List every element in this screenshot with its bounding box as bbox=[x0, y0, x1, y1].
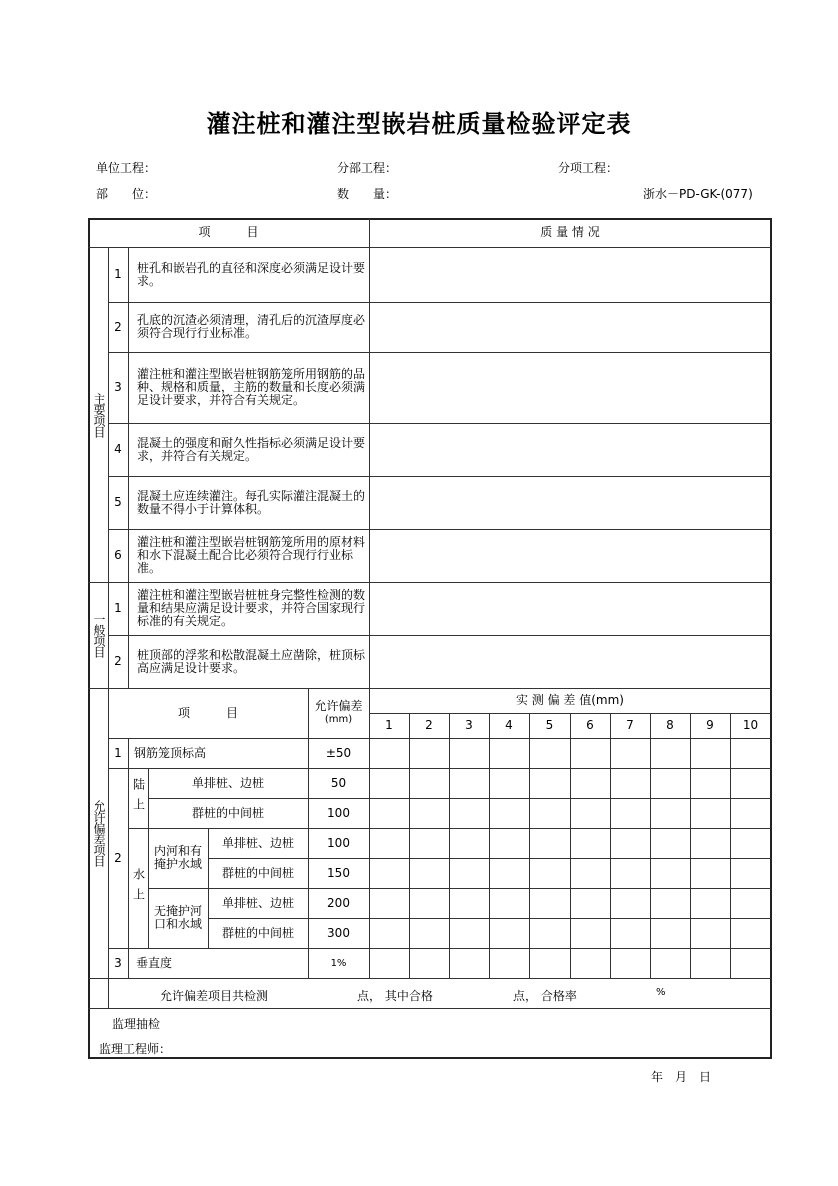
measured-value-cell[interactable] bbox=[610, 888, 650, 918]
general-item-2-text: 桩顶部的浮浆和松散混凝土应凿除，桩顶标高应满足设计要求。 bbox=[137, 647, 366, 675]
measured-value-cell[interactable] bbox=[449, 768, 489, 798]
header-quality: 质 量 情 况 bbox=[540, 225, 600, 239]
measured-value-cell[interactable] bbox=[650, 858, 690, 888]
main-item-3-no: 3 bbox=[114, 380, 122, 394]
measured-value-cell[interactable] bbox=[610, 948, 650, 978]
measured-column-8-header: 8 bbox=[666, 718, 674, 732]
measured-value-cell[interactable] bbox=[529, 948, 570, 978]
measured-value-cell[interactable] bbox=[369, 888, 409, 918]
measured-value-cell[interactable] bbox=[449, 858, 489, 888]
measured-value-cell[interactable] bbox=[489, 798, 529, 828]
measured-deviation-header: 实 测 偏 差 值(mm) bbox=[515, 693, 624, 707]
main-item-1-no: 1 bbox=[114, 267, 122, 281]
measured-column-4-header: 4 bbox=[505, 718, 513, 732]
measured-column-10-header: 10 bbox=[742, 718, 759, 732]
tolerance-row-1-label: 钢筋笼顶标高 bbox=[134, 745, 207, 760]
measured-value-cell[interactable] bbox=[369, 858, 409, 888]
main-item-6-quality[interactable] bbox=[369, 529, 771, 582]
land-label: 陆上 bbox=[131, 778, 146, 818]
allowed-deviation-label: 允许偏差 bbox=[314, 699, 363, 713]
measured-column-9-header: 9 bbox=[706, 718, 714, 732]
measured-value-cell[interactable] bbox=[690, 828, 730, 858]
measured-value-cell[interactable] bbox=[690, 888, 730, 918]
supervision-engineer-label: 监理工程师： bbox=[99, 1042, 172, 1056]
subitem-project-label: 分项工程： bbox=[558, 161, 619, 175]
measured-value-cell[interactable] bbox=[570, 738, 610, 768]
measured-value-cell[interactable] bbox=[730, 768, 771, 798]
measured-value-cell[interactable] bbox=[730, 858, 771, 888]
measured-value-cell[interactable] bbox=[409, 768, 449, 798]
measured-value-cell[interactable] bbox=[570, 948, 610, 978]
general-items-group-label: 一般项目 bbox=[92, 613, 106, 657]
measured-value-cell[interactable] bbox=[449, 948, 489, 978]
measured-value-cell[interactable] bbox=[610, 798, 650, 828]
measured-value-cell[interactable] bbox=[730, 798, 771, 828]
tolerance-row-3-label: 垂直度 bbox=[136, 955, 173, 970]
main-item-3-text: 灌注桩和灌注型嵌岩桩钢筋笼所用钢筋的品种、规格和质量，主筋的数量和长度必须满足设计要求，并符合有关规定。 bbox=[137, 367, 366, 407]
main-item-6-no: 6 bbox=[114, 548, 122, 562]
form-code: 浙水－PD-GK-(077) bbox=[643, 187, 753, 201]
tolerance-row-3-value: 1% bbox=[330, 957, 347, 969]
quantity-label: 数 量： bbox=[337, 187, 398, 201]
measured-value-cell[interactable] bbox=[610, 918, 650, 948]
measured-value-cell[interactable] bbox=[690, 918, 730, 948]
measured-value-cell[interactable] bbox=[650, 768, 690, 798]
measured-column-1-header: 1 bbox=[385, 718, 393, 732]
tolerance-row-3-no: 3 bbox=[114, 955, 122, 970]
measured-value-cell[interactable] bbox=[730, 918, 771, 948]
measured-value-cell[interactable] bbox=[690, 948, 730, 978]
measured-value-cell[interactable] bbox=[529, 918, 570, 948]
measured-value-cell[interactable] bbox=[529, 798, 570, 828]
measured-value-cell[interactable] bbox=[489, 828, 529, 858]
allowed-deviation-header bbox=[308, 688, 369, 738]
measured-value-cell[interactable] bbox=[570, 768, 610, 798]
open-group-value: 300 bbox=[327, 925, 350, 940]
land-single-label: 单排桩、边桩 bbox=[191, 775, 264, 790]
measured-value-cell[interactable] bbox=[570, 918, 610, 948]
main-item-2-text: 孔底的沉渣必须清理，清孔后的沉渣厚度必须符合现行行业标准。 bbox=[137, 313, 366, 340]
tolerance-row-1-value: ±50 bbox=[325, 745, 352, 760]
tolerance-group-label: 允许偏差项目 bbox=[92, 800, 106, 866]
measured-value-cell[interactable] bbox=[449, 738, 489, 768]
measured-value-cell[interactable] bbox=[610, 828, 650, 858]
measured-value-cell[interactable] bbox=[489, 948, 529, 978]
main-items-group-label: 主要项目 bbox=[92, 392, 106, 437]
measured-value-cell[interactable] bbox=[650, 918, 690, 948]
measured-value-cell[interactable] bbox=[449, 918, 489, 948]
measured-value-cell[interactable] bbox=[730, 888, 771, 918]
summary-rate-label: 点， 合格率 bbox=[513, 989, 577, 1003]
page-title: 灌注桩和灌注型嵌岩桩质量检验评定表 bbox=[206, 110, 632, 138]
location-label: 部 位： bbox=[96, 187, 157, 201]
measured-value-cell[interactable] bbox=[449, 798, 489, 828]
inland-single-label: 单排桩、边桩 bbox=[221, 835, 294, 850]
measured-value-cell[interactable] bbox=[369, 798, 409, 828]
measured-column-3-header: 3 bbox=[465, 718, 473, 732]
measured-column-2-header: 2 bbox=[425, 718, 433, 732]
main-item-3-quality[interactable] bbox=[369, 352, 771, 423]
measured-value-cell[interactable] bbox=[489, 768, 529, 798]
measured-column-7-header: 7 bbox=[626, 718, 634, 732]
land-group-value: 100 bbox=[327, 805, 350, 820]
inland-group-label: 群桩的中间桩 bbox=[221, 865, 294, 880]
open-single-label: 单排桩、边桩 bbox=[221, 895, 294, 910]
main-item-5-no: 5 bbox=[114, 495, 122, 509]
measured-value-cell[interactable] bbox=[529, 828, 570, 858]
main-item-1-text: 桩孔和嵌岩孔的直径和深度必须满足设计要求。 bbox=[137, 260, 366, 288]
main-item-5-quality[interactable] bbox=[369, 476, 771, 529]
open-waters-label: 无掩护河口和水域 bbox=[153, 904, 202, 931]
measured-value-cell[interactable] bbox=[489, 888, 529, 918]
land-single-value: 50 bbox=[330, 775, 347, 790]
measured-value-cell[interactable] bbox=[489, 738, 529, 768]
general-item-1-no: 1 bbox=[114, 601, 122, 615]
general-item-1-text: 灌注桩和灌注型嵌岩桩桩身完整性检测的数量和结果应满足设计要求，并符合国家现行标准的有关规定。 bbox=[137, 588, 366, 628]
measured-column-5-header: 5 bbox=[545, 718, 554, 732]
summary-total-label: 允许偏差项目共检测 bbox=[160, 989, 269, 1003]
general-item-1-quality[interactable] bbox=[369, 582, 771, 635]
measured-value-cell[interactable] bbox=[650, 948, 690, 978]
general-item-2-quality[interactable] bbox=[369, 635, 771, 688]
measured-value-cell[interactable] bbox=[570, 888, 610, 918]
open-single-value: 200 bbox=[327, 895, 350, 910]
measured-value-cell[interactable] bbox=[449, 828, 489, 858]
measured-value-cell[interactable] bbox=[369, 828, 409, 858]
main-item-4-no: 4 bbox=[114, 442, 122, 456]
inland-group-value: 150 bbox=[327, 865, 350, 880]
measured-value-cell[interactable] bbox=[409, 918, 449, 948]
division-project-label: 分部工程： bbox=[337, 161, 398, 175]
measured-value-cell[interactable] bbox=[529, 888, 570, 918]
measured-value-cell[interactable] bbox=[690, 738, 730, 768]
measured-value-cell[interactable] bbox=[489, 918, 529, 948]
measured-value-cell[interactable] bbox=[570, 798, 610, 828]
summary-percent-sign: % bbox=[656, 987, 666, 998]
summary-pass-label: 点， 其中合格 bbox=[357, 989, 433, 1003]
measured-value-cell[interactable] bbox=[690, 768, 730, 798]
general-item-2-no: 2 bbox=[114, 654, 122, 668]
main-item-2-no: 2 bbox=[114, 319, 122, 334]
measured-value-cell[interactable] bbox=[610, 858, 650, 888]
tolerance-item-header: 项 目 bbox=[177, 705, 238, 720]
unit-project-label: 单位工程： bbox=[96, 161, 157, 175]
main-item-4-quality[interactable] bbox=[369, 423, 771, 476]
measured-value-cell[interactable] bbox=[730, 948, 771, 978]
main-item-5-text: 混凝土应连续灌注。每孔实际灌注混凝土的数量不得小于计算体积。 bbox=[137, 488, 366, 516]
measured-value-cell[interactable] bbox=[369, 918, 409, 948]
measured-value-cell[interactable] bbox=[610, 768, 650, 798]
measured-value-cell[interactable] bbox=[730, 828, 771, 858]
measured-column-6-header: 6 bbox=[586, 718, 594, 732]
main-item-6-text: 灌注桩和灌注型嵌岩桩钢筋笼所用的原材料和水下混凝土配合比必须符合现行行业标准。 bbox=[137, 535, 366, 575]
measured-value-cell[interactable] bbox=[650, 798, 690, 828]
measured-value-cell[interactable] bbox=[409, 798, 449, 828]
measured-value-cell[interactable] bbox=[650, 888, 690, 918]
measured-value-cell[interactable] bbox=[650, 828, 690, 858]
supervision-check-label: 监理抽检 bbox=[112, 1017, 161, 1031]
main-item-1-quality[interactable] bbox=[369, 247, 771, 302]
measured-value-cell[interactable] bbox=[449, 888, 489, 918]
measured-value-cell[interactable] bbox=[610, 738, 650, 768]
tolerance-row-1-no: 1 bbox=[114, 745, 122, 760]
measured-value-cell[interactable] bbox=[570, 828, 610, 858]
measured-value-cell[interactable] bbox=[730, 738, 771, 768]
measured-value-cell[interactable] bbox=[529, 738, 570, 768]
measured-value-cell[interactable] bbox=[409, 738, 449, 768]
measured-value-cell[interactable] bbox=[690, 858, 730, 888]
measured-value-cell[interactable] bbox=[369, 948, 409, 978]
measured-value-cell[interactable] bbox=[409, 828, 449, 858]
measured-value-cell[interactable] bbox=[529, 858, 570, 888]
inland-waters-label: 内河和有掩护水域 bbox=[153, 844, 202, 871]
tolerance-row-2-no: 2 bbox=[114, 850, 122, 865]
land-group-label: 群桩的中间桩 bbox=[191, 805, 264, 820]
measured-value-cell[interactable] bbox=[369, 738, 409, 768]
main-item-2-quality[interactable] bbox=[369, 302, 771, 352]
main-item-4-text: 混凝土的强度和耐久性指标必须满足设计要求，并符合有关规定。 bbox=[137, 435, 366, 463]
allowed-deviation-unit: (mm) bbox=[324, 714, 353, 725]
measured-value-cell[interactable] bbox=[690, 798, 730, 828]
measured-value-cell[interactable] bbox=[409, 858, 449, 888]
measured-value-cell[interactable] bbox=[409, 948, 449, 978]
measured-value-cell[interactable] bbox=[489, 858, 529, 888]
inland-single-value: 100 bbox=[327, 835, 350, 850]
measured-value-cell[interactable] bbox=[650, 738, 690, 768]
water-label: 水上 bbox=[131, 868, 146, 908]
open-group-label: 群桩的中间桩 bbox=[221, 925, 294, 940]
measured-value-cell[interactable] bbox=[369, 768, 409, 798]
measured-value-cell[interactable] bbox=[409, 888, 449, 918]
header-item: 项 目 bbox=[198, 225, 259, 239]
date-label: 年 月 日 bbox=[651, 1070, 712, 1084]
measured-value-cell[interactable] bbox=[529, 768, 570, 798]
measured-value-cell[interactable] bbox=[570, 858, 610, 888]
